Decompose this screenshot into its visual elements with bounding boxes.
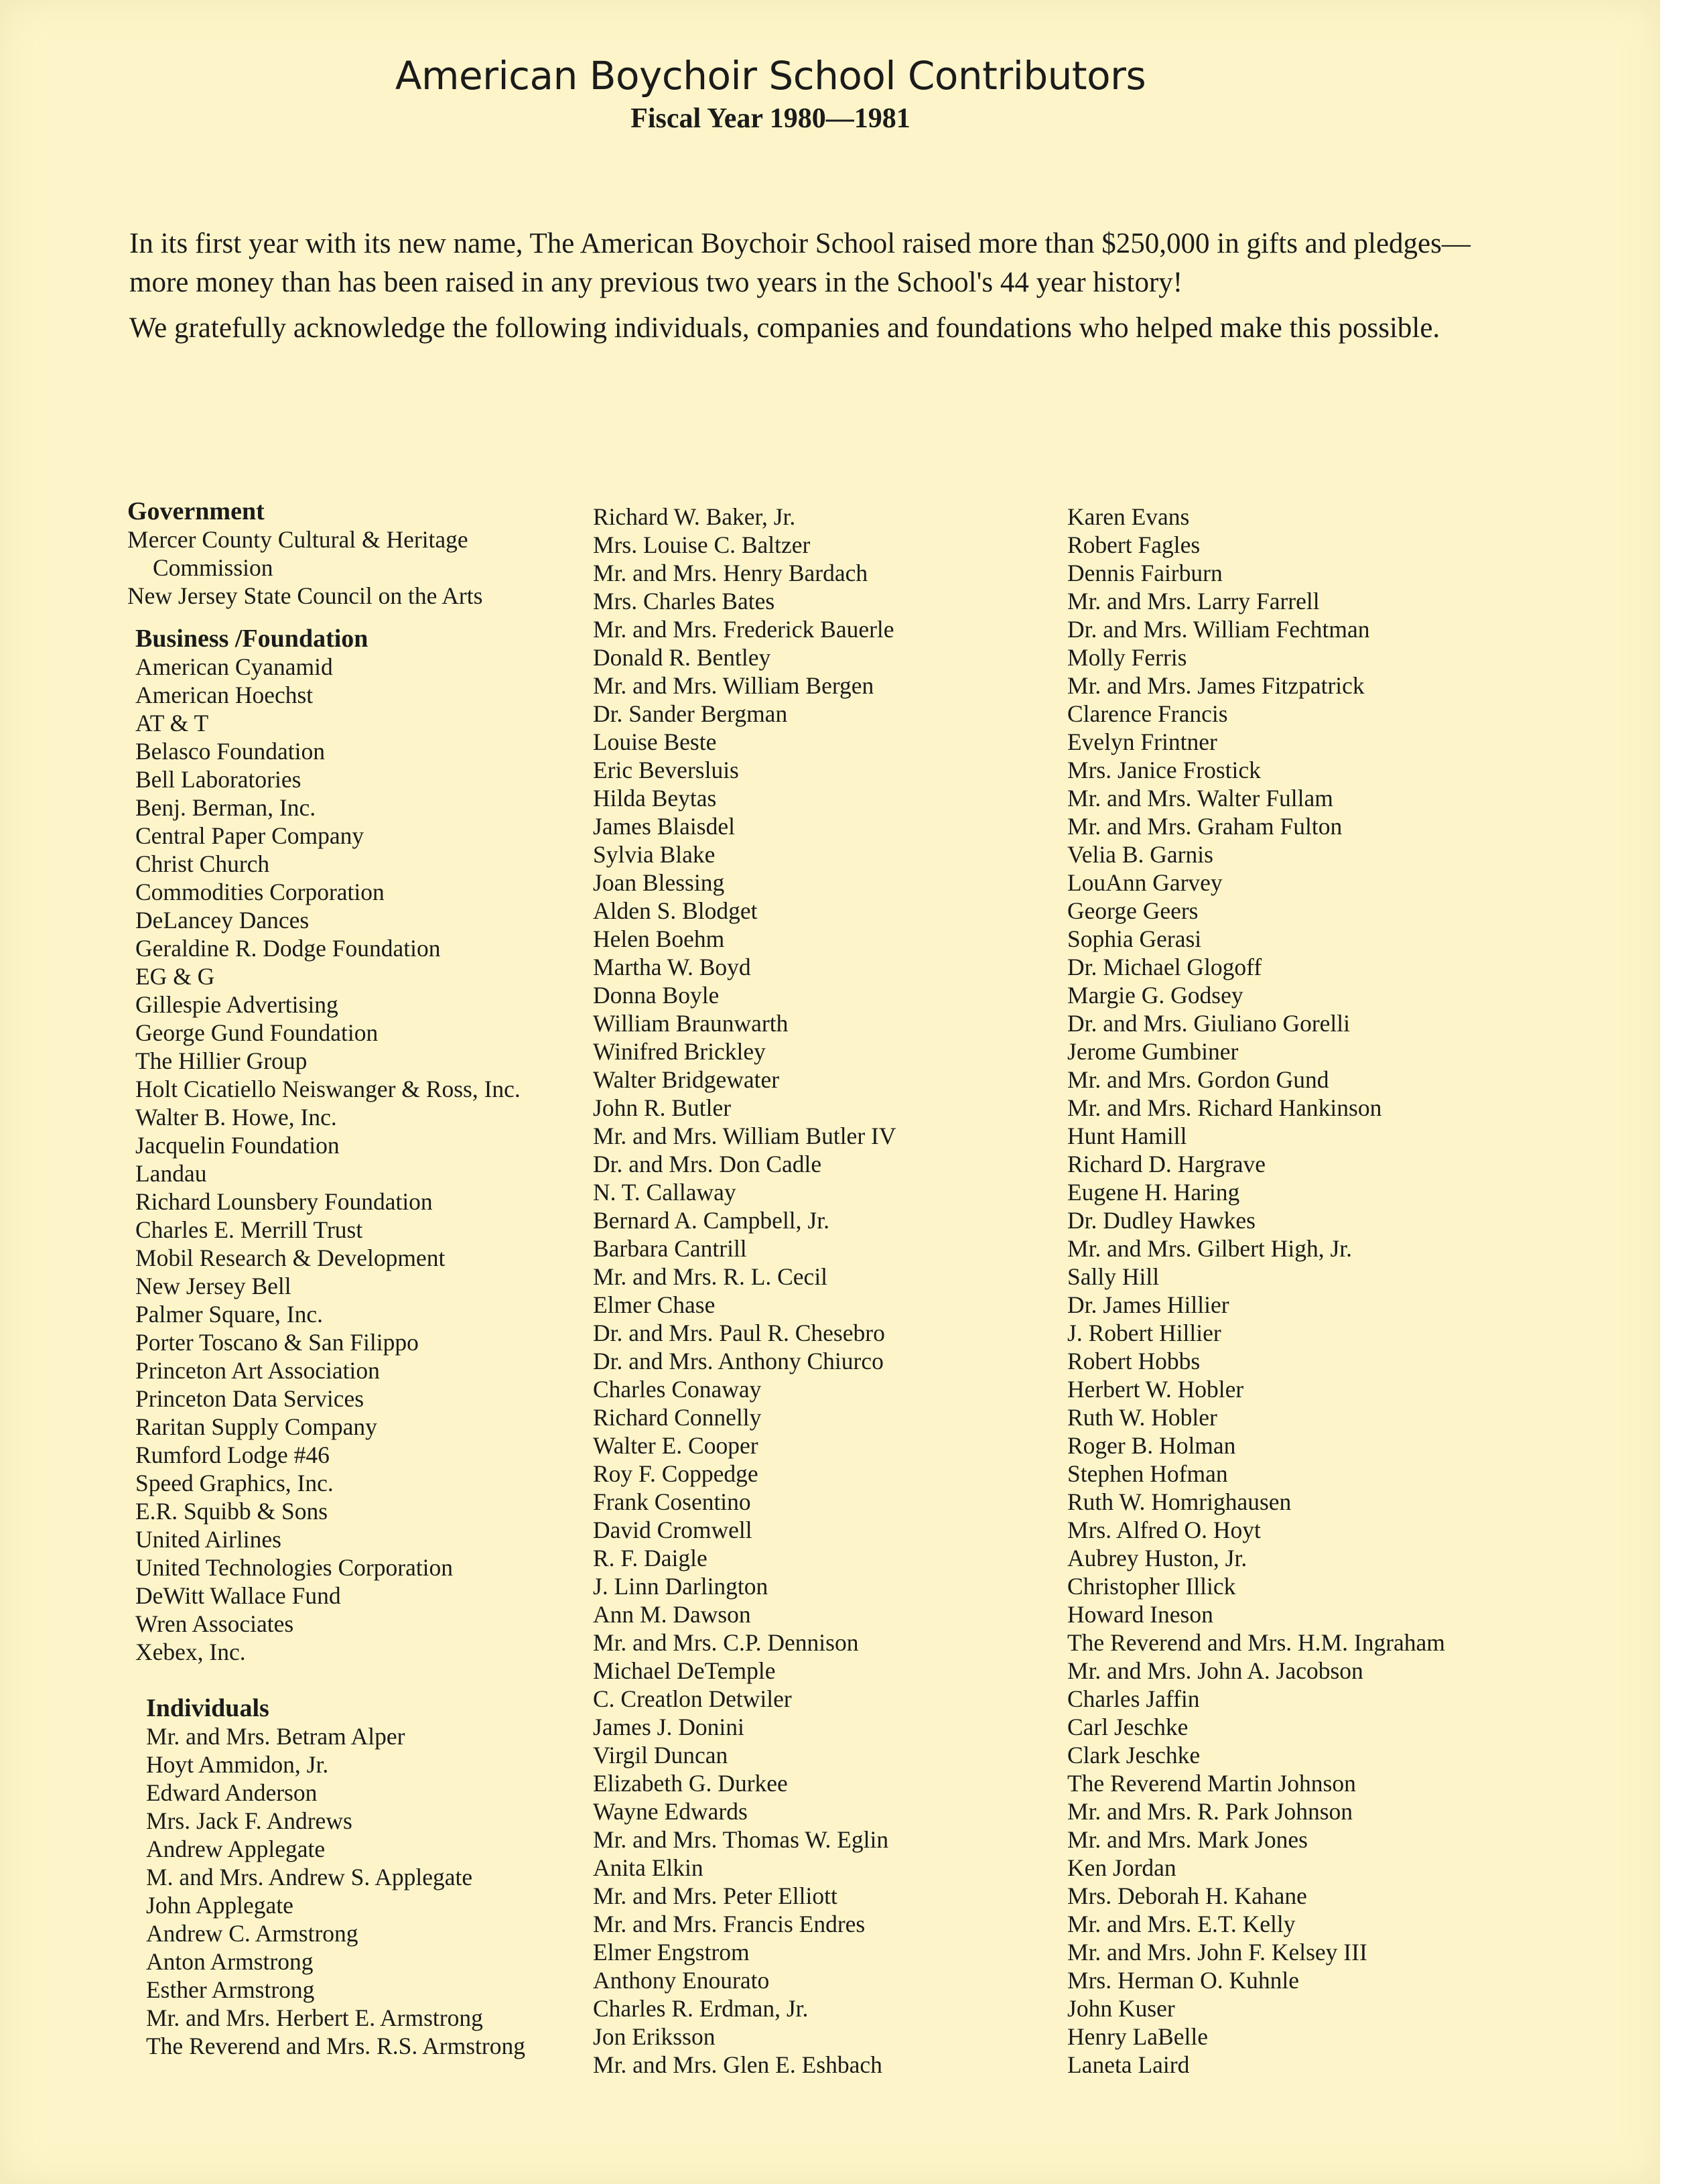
- list-item: Richard D. Hargrave: [1067, 1151, 1266, 1177]
- list-item: Mr. and Mrs. William Butler IV: [593, 1122, 896, 1149]
- list-item: M. and Mrs. Andrew S. Applegate: [146, 1864, 473, 1890]
- contributors-column-2: [593, 503, 1049, 2079]
- list-item: DeLancey Dances: [135, 907, 310, 934]
- list-item: Richard Lounsbery Foundation: [135, 1188, 433, 1215]
- list-item: Robert Hobbs: [1067, 1348, 1201, 1374]
- list-item: Clarence Francis: [1067, 700, 1228, 727]
- list-item: Dr. Dudley Hawkes: [1067, 1207, 1256, 1234]
- list-item: Dennis Fairburn: [1067, 560, 1223, 586]
- list-item: Anthony Enourato: [593, 1967, 770, 1994]
- list-item: Herbert W. Hobler: [1067, 1376, 1244, 1403]
- list-item: Mr. and Mrs. C.P. Dennison: [593, 1629, 859, 1656]
- list-item: Speed Graphics, Inc.: [135, 1470, 334, 1496]
- list-item: Richard Connelly: [593, 1404, 762, 1431]
- list-item: Mrs. Alfred O. Hoyt: [1067, 1517, 1261, 1543]
- list-item: Charles Conaway: [593, 1376, 762, 1403]
- list-item: Mrs. Charles Bates: [593, 588, 775, 615]
- list-item: Mr. and Mrs. Gilbert High, Jr.: [1067, 1235, 1352, 1262]
- contributors-column-1: [127, 497, 583, 2060]
- list-item: Martha W. Boyd: [593, 954, 751, 980]
- list-item: Laneta Laird: [1067, 2051, 1190, 2078]
- list-item: Winifred Brickley: [593, 1038, 766, 1065]
- section-heading-government: Government: [127, 497, 265, 525]
- list-item: Elmer Engstrom: [593, 1939, 750, 1966]
- list-item: The Reverend Martin Johnson: [1067, 1770, 1356, 1797]
- list-item: Roy F. Coppedge: [593, 1460, 758, 1487]
- list-item: Mr. and Mrs. R. Park Johnson: [1067, 1798, 1353, 1825]
- list-item: United Technologies Corporation: [135, 1554, 454, 1581]
- list-item: American Hoechst: [135, 682, 314, 708]
- list-item: Mrs. Louise C. Baltzer: [593, 531, 811, 558]
- list-item: Mr. and Mrs. Mark Jones: [1067, 1826, 1308, 1853]
- list-item: Dr. Michael Glogoff: [1067, 954, 1262, 980]
- list-item: Edward Anderson: [146, 1779, 318, 1806]
- list-item: New Jersey Bell: [135, 1273, 291, 1299]
- list-item: Dr. Sander Bergman: [593, 700, 788, 727]
- list-item: Michael DeTemple: [593, 1657, 776, 1684]
- list-item: Mr. and Mrs. Francis Endres: [593, 1911, 866, 1937]
- list-item: Eric Beversluis: [593, 757, 739, 783]
- list-item: Mercer County Cultural & Heritage: [127, 526, 468, 553]
- list-item: Eugene H. Haring: [1067, 1179, 1240, 1206]
- list-item: Hilda Beytas: [593, 785, 717, 812]
- list-item: Commission: [153, 554, 273, 581]
- list-item: Dr. James Hillier: [1067, 1291, 1229, 1318]
- list-item: Sophia Gerasi: [1067, 925, 1202, 952]
- list-item: Charles R. Erdman, Jr.: [593, 1995, 809, 2022]
- list-item: Geraldine R. Dodge Foundation: [135, 935, 441, 962]
- list-item: George Geers: [1067, 897, 1199, 924]
- list-item: C. Creatlon Detwiler: [593, 1685, 792, 1712]
- intro-paragraph-1: In its first year with its new name, The American Boychoir School raised more than $250,000 in gifts and pledges—more money than has been raised in any previous two years in the School's 44 year history!: [129, 228, 1471, 298]
- list-item: Mr. and Mrs. R. L. Cecil: [593, 1263, 828, 1290]
- list-item: Mr. and Mrs. Gordon Gund: [1067, 1066, 1329, 1093]
- list-item: Mr. and Mrs. Frederick Bauerle: [593, 616, 894, 643]
- list-item: Dr. and Mrs. Anthony Chiurco: [593, 1348, 884, 1374]
- list-item: Ken Jordan: [1067, 1854, 1176, 1881]
- page-title: American Boychoir School Contributors: [395, 53, 1146, 99]
- list-item: Donna Boyle: [593, 982, 720, 1009]
- list-item: Dr. and Mrs. Don Cadle: [593, 1151, 822, 1177]
- list-item: Richard W. Baker, Jr.: [593, 503, 796, 530]
- list-item: Stephen Hofman: [1067, 1460, 1228, 1487]
- list-item: New Jersey State Council on the Arts: [127, 582, 483, 609]
- list-item: J. Linn Darlington: [593, 1573, 768, 1600]
- business-list: [127, 653, 583, 1666]
- list-item: Evelyn Frintner: [1067, 728, 1217, 755]
- list-item: Margie G. Godsey: [1067, 982, 1243, 1009]
- list-item: Anton Armstrong: [146, 1948, 314, 1975]
- list-item: Princeton Art Association: [135, 1357, 380, 1384]
- list-item: Mobil Research & Development: [135, 1244, 446, 1271]
- list-item: J. Robert Hillier: [1067, 1320, 1221, 1346]
- list-item: Ruth W. Homrighausen: [1067, 1488, 1292, 1515]
- list-item: United Airlines: [135, 1526, 281, 1553]
- list-item: Mr. and Mrs. Walter Fullam: [1067, 785, 1333, 812]
- list-item: The Reverend and Mrs. H.M. Ingraham: [1067, 1629, 1445, 1656]
- list-item: American Cyanamid: [135, 653, 333, 680]
- list-item: Ann M. Dawson: [593, 1601, 751, 1628]
- list-item: Mr. and Mrs. William Bergen: [593, 672, 874, 699]
- list-item: William Braunwarth: [593, 1010, 789, 1037]
- list-item: Mrs. Janice Frostick: [1067, 757, 1261, 783]
- list-item: Sally Hill: [1067, 1263, 1160, 1290]
- list-item: Clark Jeschke: [1067, 1742, 1201, 1769]
- list-item: Joan Blessing: [593, 869, 725, 896]
- list-item: Virgil Duncan: [593, 1742, 728, 1769]
- list-item: Dr. and Mrs. Paul R. Chesebro: [593, 1320, 885, 1346]
- list-item: Belasco Foundation: [135, 738, 325, 765]
- list-item: E.R. Squibb & Sons: [135, 1498, 328, 1525]
- list-item: Walter E. Cooper: [593, 1432, 758, 1459]
- list-item: Mr. and Mrs. Herbert E. Armstrong: [146, 2004, 483, 2031]
- list-item: George Gund Foundation: [135, 1019, 379, 1046]
- list-item: Bell Laboratories: [135, 766, 301, 793]
- intro-paragraph-2: We gratefully acknowledge the following individuals, companies and foundations who helped make this possible.: [129, 312, 1440, 344]
- list-item: Walter Bridgewater: [593, 1066, 780, 1093]
- list-item: Louise Beste: [593, 728, 717, 755]
- list-item: Xebex, Inc.: [135, 1639, 246, 1665]
- list-item: Palmer Square, Inc.: [135, 1301, 323, 1328]
- list-item: Mrs. Jack F. Andrews: [146, 1807, 352, 1834]
- intro-text: [129, 224, 1483, 355]
- list-item: Elmer Chase: [593, 1291, 716, 1318]
- list-item: Dr. and Mrs. William Fechtman: [1067, 616, 1370, 643]
- list-item: Donald R. Bentley: [593, 644, 771, 671]
- list-item: EG & G: [135, 963, 215, 990]
- list-item: Helen Boehm: [593, 925, 725, 952]
- list-item: Karen Evans: [1067, 503, 1190, 530]
- list-item: John Applegate: [146, 1892, 293, 1919]
- list-item: Mrs. Deborah H. Kahane: [1067, 1882, 1307, 1909]
- list-item: Henry LaBelle: [1067, 2023, 1208, 2050]
- list-item: LouAnn Garvey: [1067, 869, 1223, 896]
- list-item: Mr. and Mrs. Henry Bardach: [593, 560, 868, 586]
- list-item: R. F. Daigle: [593, 1545, 707, 1571]
- list-item: Mr. and Mrs. Thomas W. Eglin: [593, 1826, 889, 1853]
- list-item: Mrs. Herman O. Kuhnle: [1067, 1967, 1300, 1994]
- list-item: Roger B. Holman: [1067, 1432, 1236, 1459]
- list-item: Velia B. Garnis: [1067, 841, 1213, 868]
- list-item: Aubrey Huston, Jr.: [1067, 1545, 1247, 1571]
- list-item: Mr. and Mrs. Graham Fulton: [1067, 813, 1343, 840]
- list-item: David Cromwell: [593, 1517, 752, 1543]
- list-item: Jerome Gumbiner: [1067, 1038, 1239, 1065]
- list-item: Raritan Supply Company: [135, 1413, 377, 1440]
- individuals-list: [127, 1722, 583, 2060]
- page-subtitle: Fiscal Year 1980—1981: [630, 103, 910, 134]
- list-item: The Hillier Group: [135, 1047, 308, 1074]
- list-item: Wayne Edwards: [593, 1798, 748, 1825]
- list-item: Mr. and Mrs. E.T. Kelly: [1067, 1911, 1296, 1937]
- list-item: Elizabeth G. Durkee: [593, 1770, 788, 1797]
- list-item: Princeton Data Services: [135, 1385, 364, 1412]
- list-item: Robert Fagles: [1067, 531, 1201, 558]
- list-item: Mr. and Mrs. James Fitzpatrick: [1067, 672, 1365, 699]
- list-item: John Kuser: [1067, 1995, 1175, 2022]
- list-item: Mr. and Mrs. Betram Alper: [146, 1723, 405, 1750]
- list-item: Holt Cicatiello Neiswanger & Ross, Inc.: [135, 1076, 521, 1102]
- list-item: Christ Church: [135, 850, 270, 877]
- list-item: Mr. and Mrs. John A. Jacobson: [1067, 1657, 1363, 1684]
- list-item: Andrew C. Armstrong: [146, 1920, 358, 1947]
- list-item: AT & T: [135, 710, 209, 736]
- list-item: Ruth W. Hobler: [1067, 1404, 1217, 1431]
- list-item: Gillespie Advertising: [135, 991, 338, 1018]
- section-heading-individuals: Individuals: [146, 1694, 269, 1722]
- list-item: The Reverend and Mrs. R.S. Armstrong: [146, 2033, 525, 2059]
- list-item: Porter Toscano & San Filippo: [135, 1329, 419, 1356]
- list-item: Central Paper Company: [135, 822, 364, 849]
- list-item: Rumford Lodge #46: [135, 1441, 330, 1468]
- list-item: Landau: [135, 1160, 207, 1187]
- list-item: Christopher Illick: [1067, 1573, 1236, 1600]
- list-item: N. T. Callaway: [593, 1179, 736, 1206]
- section-heading-business: Business /Foundation: [135, 625, 368, 653]
- list-item: Howard Ineson: [1067, 1601, 1213, 1628]
- list-item: Benj. Berman, Inc.: [135, 794, 316, 821]
- list-item: Barbara Cantrill: [593, 1235, 747, 1262]
- list-item: Molly Ferris: [1067, 644, 1187, 671]
- list-item: Mr. and Mrs. Glen E. Eshbach: [593, 2051, 882, 2078]
- list-item: Commodities Corporation: [135, 879, 385, 905]
- list-item: Alden S. Blodget: [593, 897, 758, 924]
- list-item: Charles Jaffin: [1067, 1685, 1200, 1712]
- list-item: DeWitt Wallace Fund: [135, 1582, 341, 1609]
- list-item: James Blaisdel: [593, 813, 735, 840]
- list-item: Jacquelin Foundation: [135, 1132, 340, 1159]
- list-item: Frank Cosentino: [593, 1488, 751, 1515]
- list-item: Sylvia Blake: [593, 841, 716, 868]
- list-item: Mr. and Mrs. John F. Kelsey III: [1067, 1939, 1367, 1966]
- list-item: Wren Associates: [135, 1610, 294, 1637]
- list-item: Walter B. Howe, Inc.: [135, 1104, 337, 1131]
- list-item: Hoyt Ammidon, Jr.: [146, 1751, 329, 1778]
- list-item: John R. Butler: [593, 1094, 732, 1121]
- list-item: Mr. and Mrs. Richard Hankinson: [1067, 1094, 1382, 1121]
- list-item: Esther Armstrong: [146, 1976, 315, 2003]
- list-item: Jon Eriksson: [593, 2023, 716, 2050]
- list-item: Bernard A. Campbell, Jr.: [593, 1207, 829, 1234]
- list-item: James J. Donini: [593, 1714, 744, 1740]
- list-item: Andrew Applegate: [146, 1836, 326, 1862]
- list-item: Dr. and Mrs. Giuliano Gorelli: [1067, 1010, 1350, 1037]
- list-item: Mr. and Mrs. Larry Farrell: [1067, 588, 1320, 615]
- list-item: Mr. and Mrs. Peter Elliott: [593, 1882, 837, 1909]
- list-item: Carl Jeschke: [1067, 1714, 1189, 1740]
- contributors-column-3: [1067, 503, 1536, 2079]
- list-item: Hunt Hamill: [1067, 1122, 1187, 1149]
- list-item: Charles E. Merrill Trust: [135, 1216, 363, 1243]
- list-item: Anita Elkin: [593, 1854, 703, 1881]
